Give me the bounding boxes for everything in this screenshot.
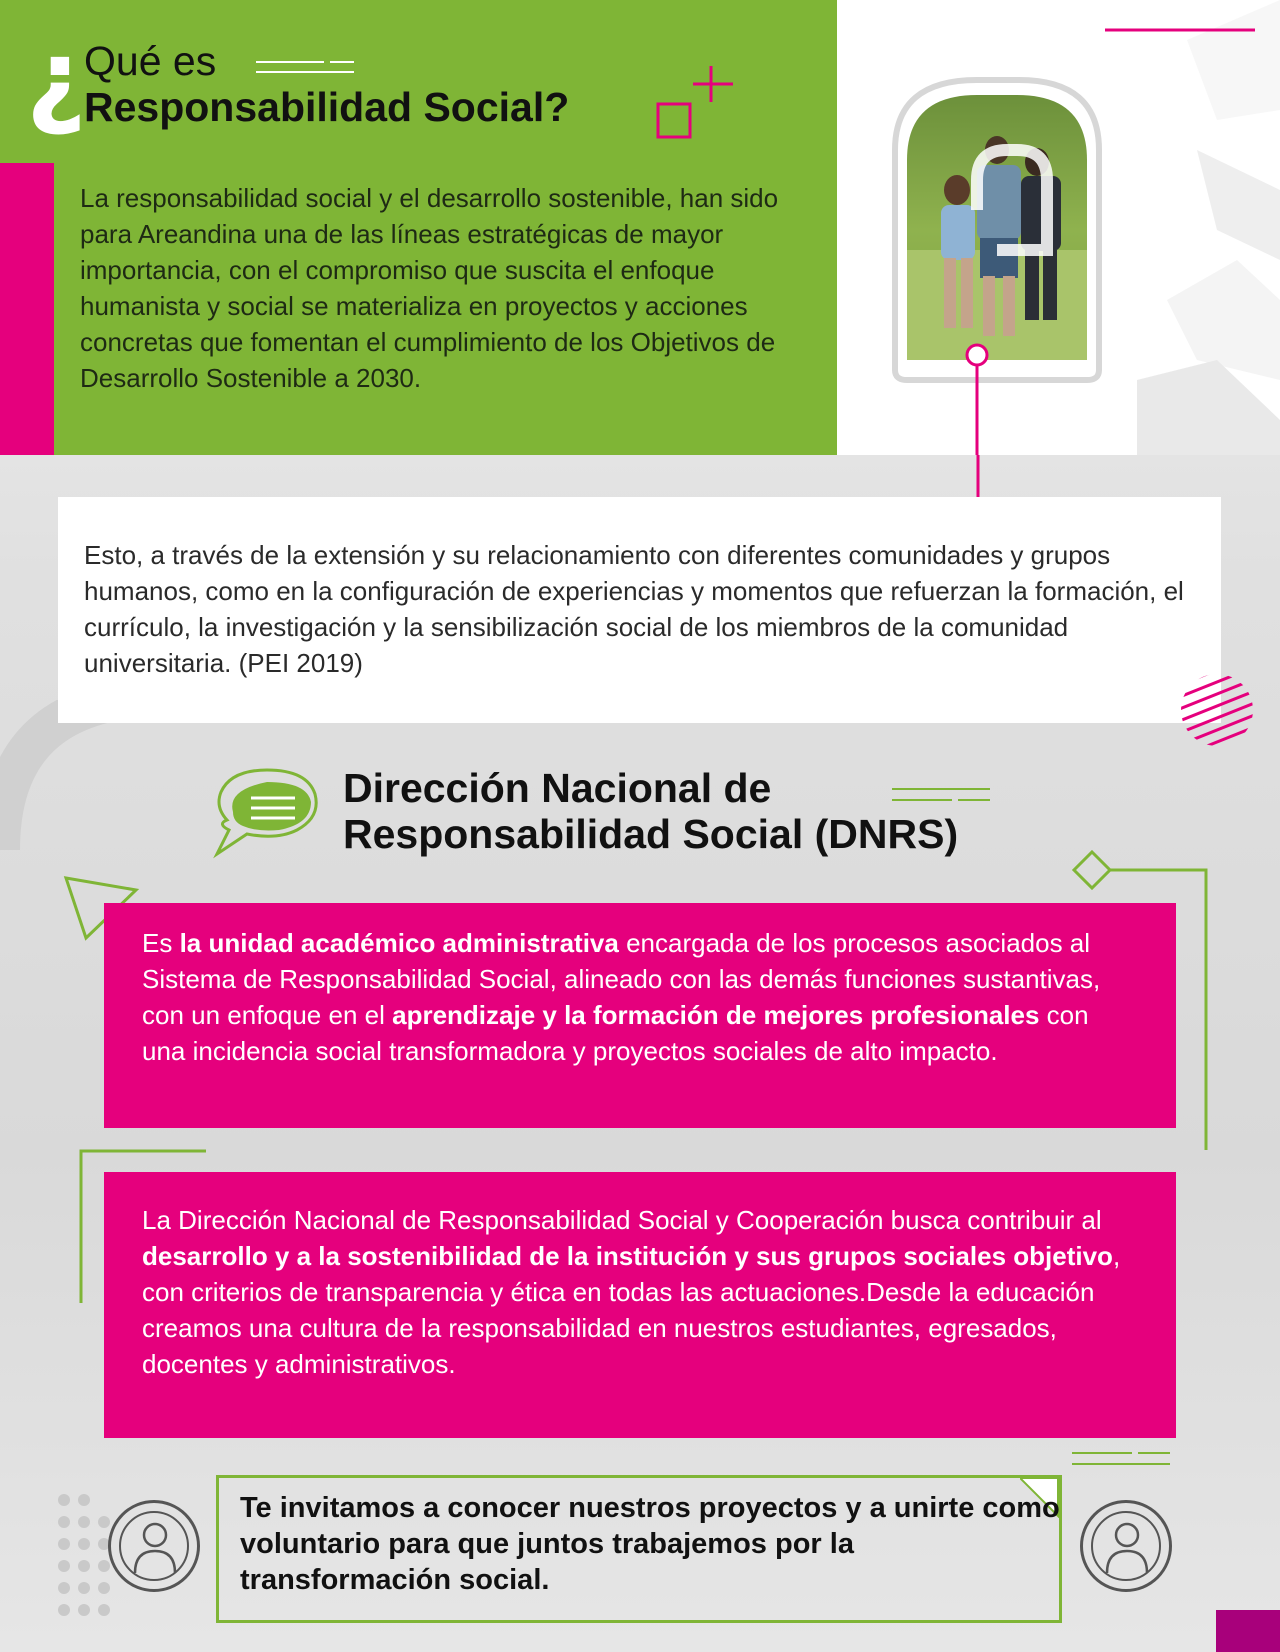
chat-bubble-icon bbox=[207, 762, 327, 862]
text: Es bbox=[142, 928, 180, 958]
intro-paragraph: La responsabilidad social y el desarrollo sostenible, han sido para Areandina una de las líneas estratégicas de mayor importancia, con el compromiso que suscita el enfoque humanista y social se materializa en proyectos y acciones concretas que fomentan el cumplimiento de los Objetivos de Desarrollo Sostenible a 2030. bbox=[80, 183, 779, 393]
dnrs-purpose-box bbox=[104, 1172, 1176, 1438]
page-title-line1: Qué es bbox=[84, 38, 217, 84]
highlight: desarrollo y a la sostenibilidad de la institución y sus grupos sociales objetivo bbox=[142, 1241, 1113, 1271]
dot-grid bbox=[56, 1492, 116, 1632]
dnrs-description-box bbox=[104, 903, 1176, 1128]
corner-accent bbox=[1216, 1610, 1280, 1652]
person-avatar-icon bbox=[108, 1500, 200, 1592]
person-icon bbox=[131, 1517, 179, 1577]
person-avatar-icon bbox=[1080, 1500, 1172, 1592]
decorative-lines-icon bbox=[892, 786, 992, 806]
square-plus-icon bbox=[655, 64, 737, 142]
striped-circle-icon bbox=[1177, 670, 1257, 750]
text: con una incidencia social transformadora y proyectos sociales de alto impacto. bbox=[142, 1000, 1089, 1066]
section-title-line1: Dirección Nacional de bbox=[343, 765, 772, 811]
page-title-line2: Responsabilidad Social? bbox=[84, 84, 570, 130]
photo-panel bbox=[837, 0, 1280, 455]
text: La Dirección Nacional de Responsabilidad Social y Cooperación busca contribuir al bbox=[142, 1205, 1102, 1235]
magenta-accent-strip bbox=[0, 163, 54, 455]
community-photo bbox=[837, 0, 1280, 455]
question-mark-icon: ¿ bbox=[26, 17, 87, 139]
decorative-arc bbox=[0, 700, 120, 860]
cta-text: Te invitamos a conocer nuestros proyectos y a unirte como voluntario para que juntos trabajemos por la transformación social. bbox=[240, 1492, 1060, 1596]
section-title-line2: Responsabilidad Social (DNRS) bbox=[343, 811, 959, 857]
decorative-lines-icon bbox=[1072, 1450, 1172, 1470]
section-title bbox=[343, 765, 958, 857]
info-card-paragraph: Esto, a través de la extensión y su relacionamiento con diferentes comunidades y grupos humanos, como en la configuración de experiencias y momentos que refuerzan la formación, el currículo, la investigación y la sensibilización social de los miembros de la comunidad universitaria. (PEI 2019) bbox=[84, 540, 1184, 678]
person-icon bbox=[1103, 1517, 1151, 1577]
highlight: aprendizaje y la formación de mejores profesionales bbox=[392, 1000, 1040, 1030]
highlight: la unidad académico administrativa bbox=[179, 928, 619, 958]
text: encargada de los procesos asociados al Sistema de Responsabilidad Social, alineado con las demás funciones sustantivas, con un enfoque en el bbox=[142, 928, 1101, 1030]
text: , con criterios de transparencia y ética en todas las actuaciones.Desde la educación creamos una cultura de la responsabilidad en nuestros estudiantes, egresados, docentes y administrativos. bbox=[142, 1241, 1121, 1379]
decorative-lines-icon bbox=[256, 58, 356, 78]
